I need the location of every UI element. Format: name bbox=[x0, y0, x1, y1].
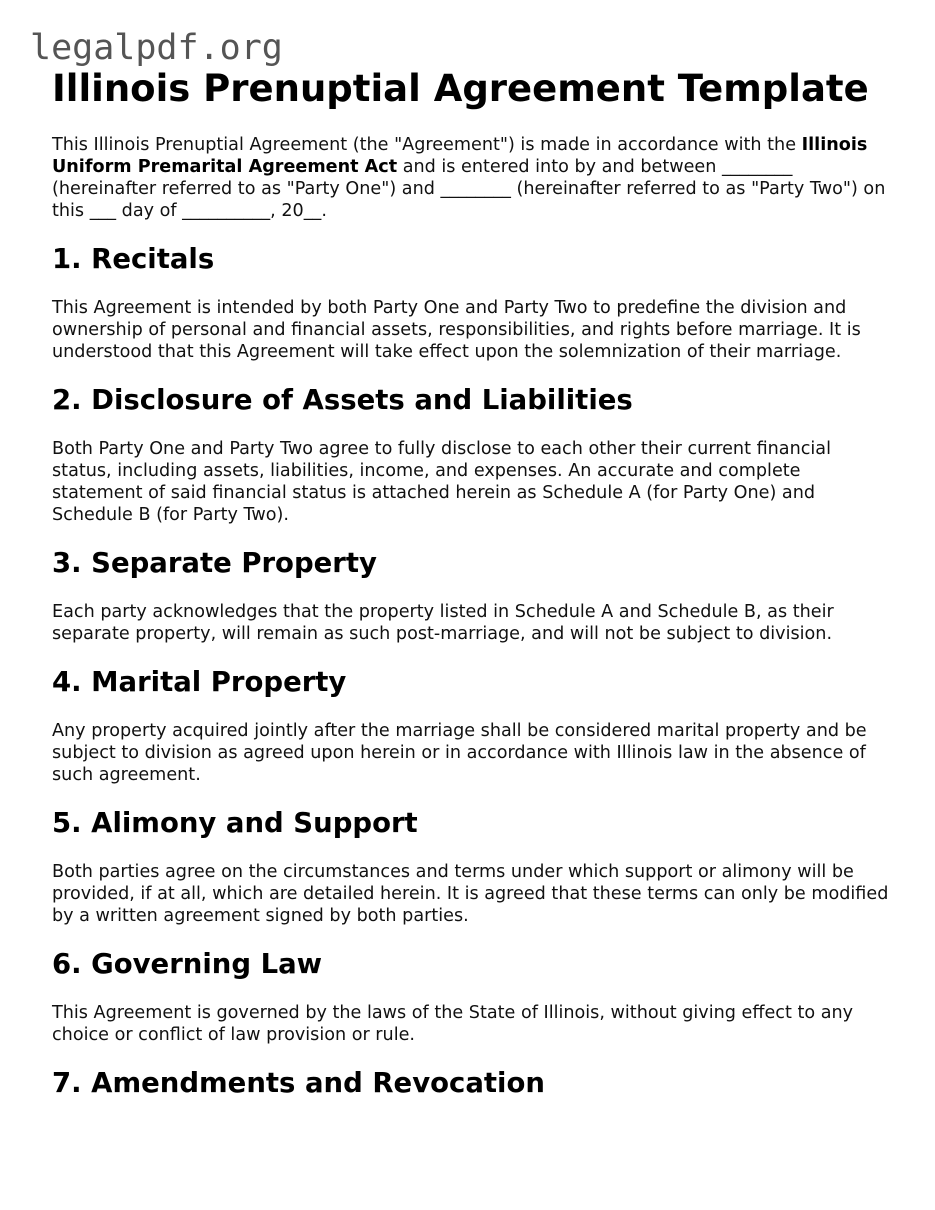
section-body-alimony: Both parties agree on the circumstances and terms under which support or alimony will be provided, if at all, which are detailed herein. It is agreed that these terms can only be modified by a written agreement signed by both parties. bbox=[52, 862, 889, 926]
section-body-recitals: This Agreement is intended by both Party One and Party Two to predefine the division and ownership of personal and financial assets, responsibilities, and rights before marriage. It is understood that this Agreement will take effect upon the solemnization of their marriage. bbox=[52, 298, 861, 362]
section-heading-alimony: 5. Alimony and Support bbox=[52, 807, 418, 839]
section-body-marital-property: Any property acquired jointly after the marriage shall be considered marital property and be subject to division as agreed upon herein or in accordance with Illinois law in the absence of such agreement. bbox=[52, 721, 867, 785]
section-body-disclosure: Both Party One and Party Two agree to fully disclose to each other their current financial status, including assets, liabilities, income, and expenses. An accurate and complete statement of said financial status is attached herein as Schedule A (for Party One) and Schedule B (for Party Two). bbox=[52, 439, 831, 525]
watermark-logo: legalpdf.org bbox=[30, 28, 283, 68]
intro-text-start: This Illinois Prenuptial Agreement (the "Agreement") is made in accordance with the bbox=[52, 135, 802, 155]
section-body-separate-property: Each party acknowledges that the property listed in Schedule A and Schedule B, as their separate property, will remain as such post-marriage, and will not be subject to division. bbox=[52, 602, 834, 644]
section-heading-marital-property: 4. Marital Property bbox=[52, 666, 347, 698]
document-page bbox=[52, 66, 892, 1121]
section-heading-governing-law: 6. Governing Law bbox=[52, 948, 323, 980]
section-heading-recitals: 1. Recitals bbox=[52, 243, 215, 275]
section-heading-disclosure: 2. Disclosure of Assets and Liabilities bbox=[52, 384, 633, 416]
document-title: Illinois Prenuptial Agreement Template bbox=[52, 67, 869, 110]
section-body-governing-law: This Agreement is governed by the laws of the State of Illinois, without giving effect to any choice or conflict of law provision or rule. bbox=[52, 1003, 854, 1045]
intro-paragraph bbox=[52, 134, 892, 222]
act-name: Illinois Uniform Premarital Agreement Act bbox=[52, 135, 868, 177]
section-heading-amendments: 7. Amendments and Revocation bbox=[52, 1067, 545, 1099]
section-heading-separate-property: 3. Separate Property bbox=[52, 547, 377, 579]
intro-text-end: and is entered into by and between ________ (hereinafter referred to as "Party One") and ________ (hereinafter referred to as "Party Two") on this ___ day of __________, 20__. bbox=[52, 157, 886, 221]
